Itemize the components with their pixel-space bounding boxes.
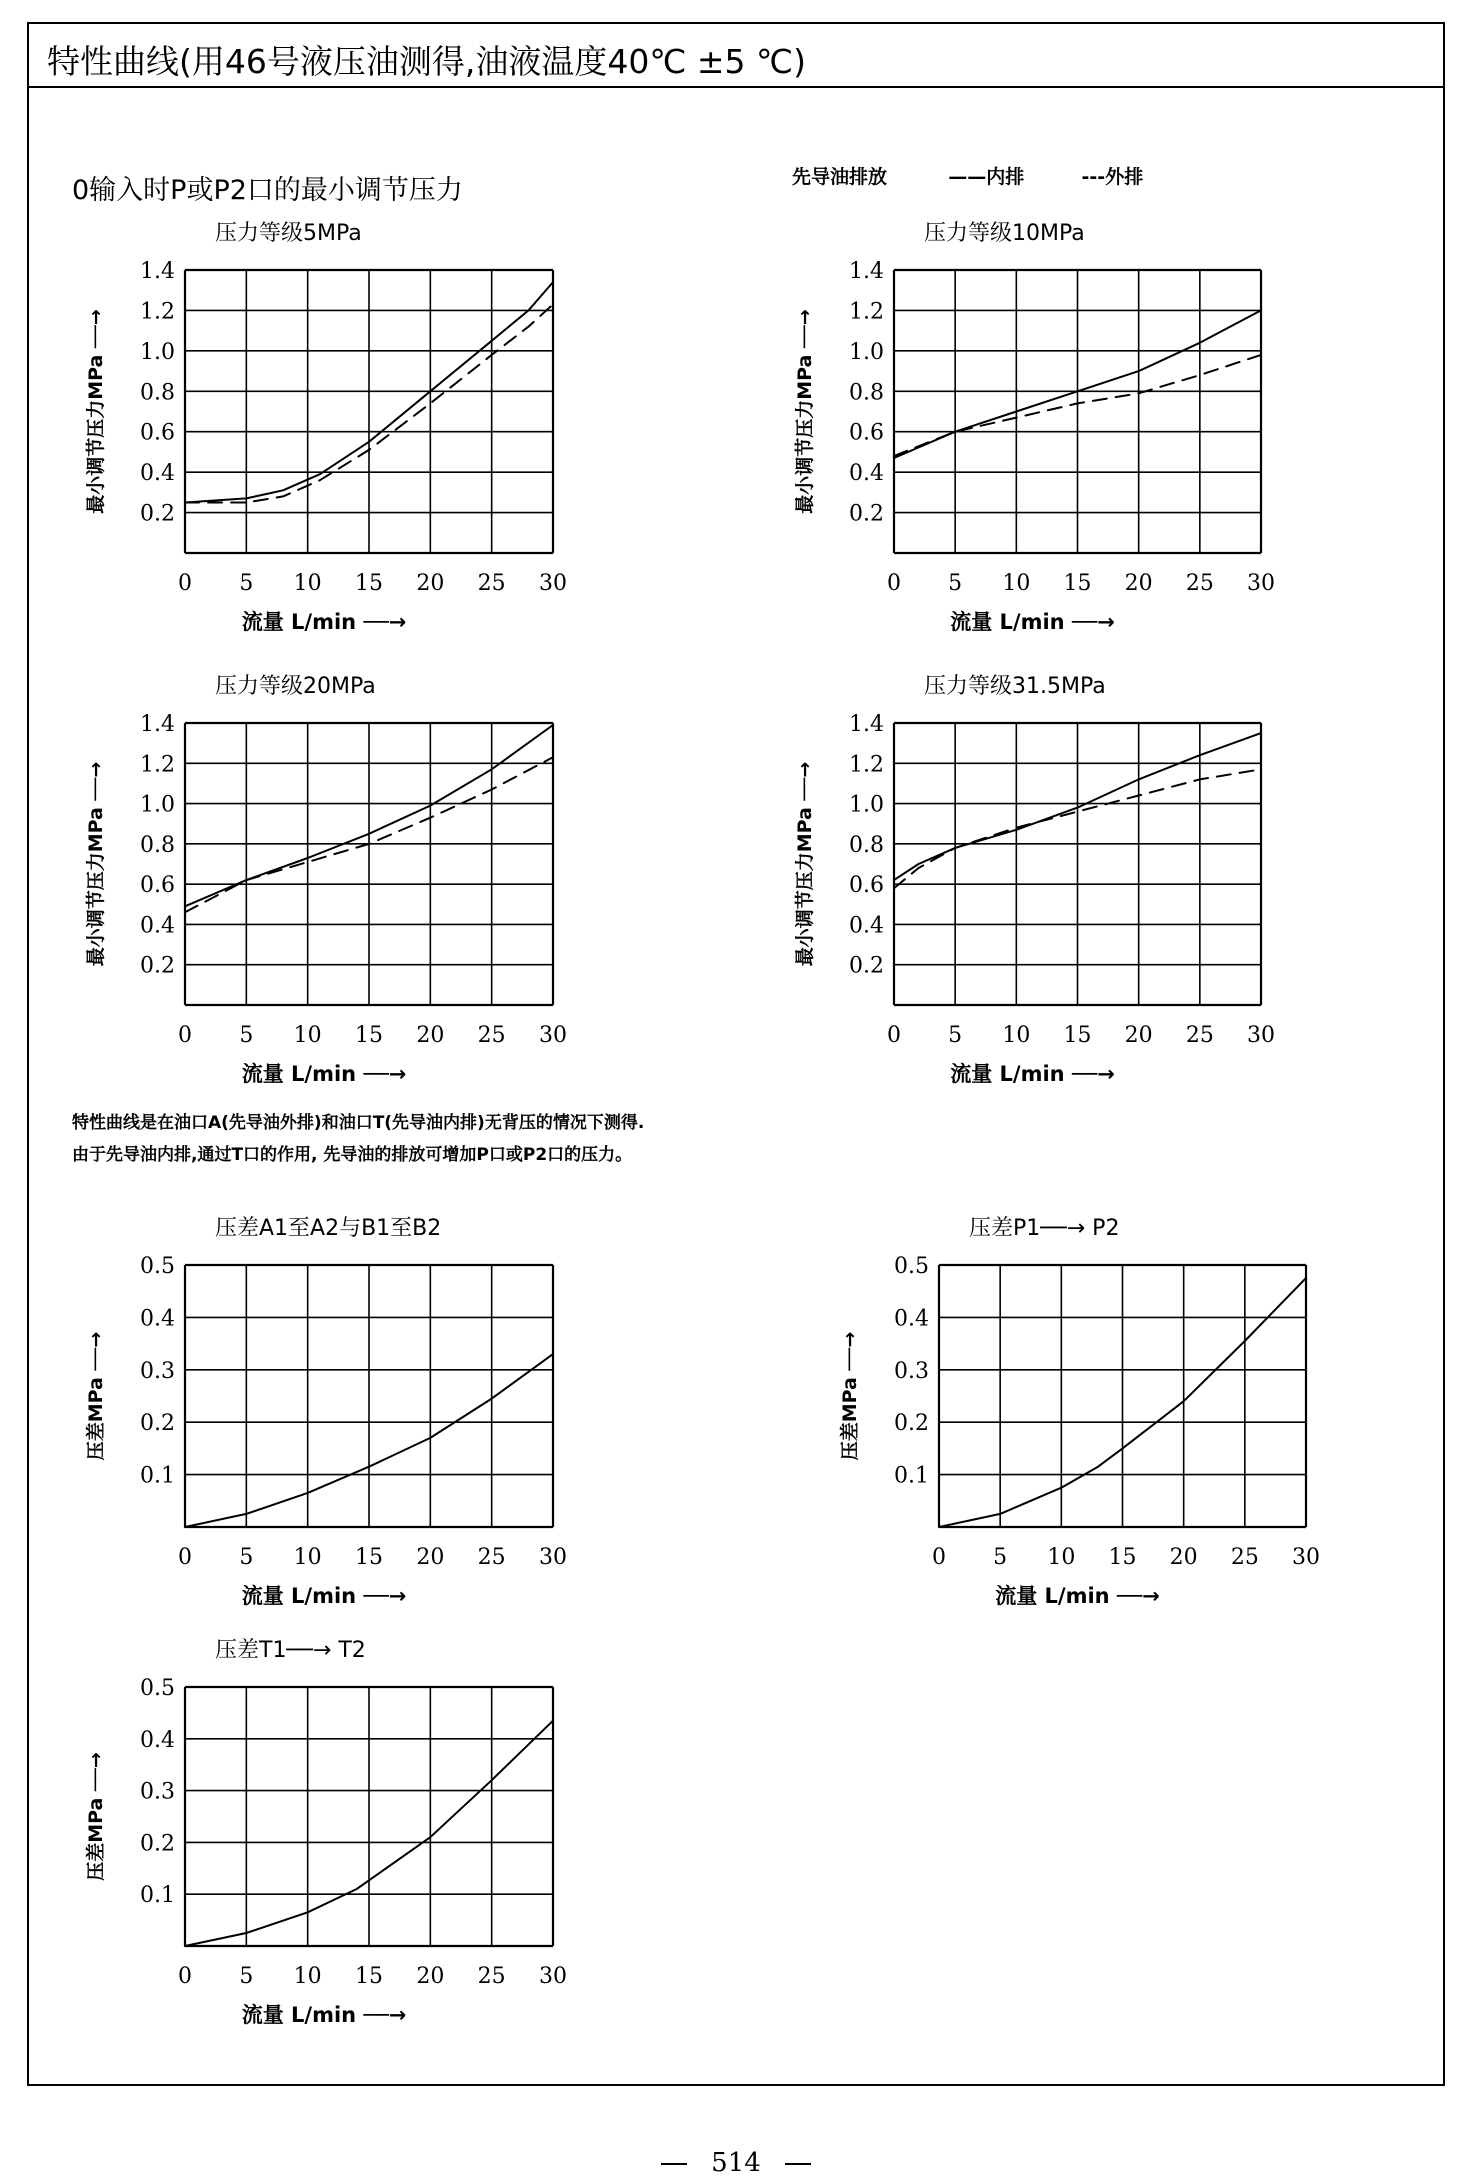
y-tick-label: 0.2 [849,501,884,527]
y-tick-label: 1.0 [849,792,884,818]
y-tick-label: 0.4 [140,1727,175,1753]
x-axis-label: 流量 L/min ──→ [950,610,1115,634]
y-tick-label: 0.2 [849,953,884,979]
y-tick-label: 0.1 [894,1463,929,1489]
x-tick-label: 20 [416,571,445,596]
x-axis-label: 流量 L/min ──→ [241,1062,407,1086]
x-tick-label: 0 [178,571,192,596]
y-tick-label: 0.5 [140,1254,175,1279]
y-axis-label: 最小调节压力MPa ──→ [85,761,107,967]
x-tick-label: 10 [293,571,322,596]
x-tick-label: 5 [239,1545,254,1570]
footer-dash-left [661,2163,687,2165]
x-tick-label: 30 [1247,1023,1275,1048]
x-axis-label: 流量 L/min ──→ [950,1062,1115,1086]
x-tick-label: 15 [355,1023,383,1048]
y-tick-label: 0.2 [140,501,175,527]
y-tick-label: 0.6 [140,873,175,899]
y-tick-label: 1.2 [140,752,175,778]
x-axis-label: 流量 L/min ──→ [241,1584,407,1608]
y-tick-label: 0.4 [849,461,884,487]
y-axis-label: 最小调节压力MPa ──→ [794,309,816,514]
y-tick-label: 0.4 [140,913,175,939]
y-tick-label: 1.4 [849,259,884,284]
y-tick-label: 1.0 [140,792,175,818]
y-tick-label: 0.2 [140,1411,175,1437]
footer-dash-right [785,2163,811,2165]
y-tick-label: 1.4 [140,259,175,284]
y-axis-label: 压差MPa ──→ [85,1752,107,1881]
x-tick-label: 15 [1063,571,1092,596]
y-tick-label: 0.8 [140,380,175,406]
x-tick-label: 30 [539,1545,567,1570]
x-tick-label: 10 [1002,1023,1031,1048]
x-tick-label: 20 [416,1964,445,1989]
y-tick-label: 1.2 [849,752,884,778]
y-tick-label: 0.4 [894,1306,929,1332]
y-tick-label: 1.0 [140,339,175,365]
x-tick-label: 20 [416,1545,445,1570]
x-tick-label: 25 [477,1023,506,1048]
chart-title: 压力等级20MPa [215,674,376,699]
x-tick-label: 30 [1292,1545,1320,1570]
x-tick-label: 5 [239,571,254,596]
x-axis-label: 流量 L/min ──→ [995,1584,1160,1608]
page-number: 514 [711,2148,761,2178]
x-tick-label: 5 [948,1023,963,1048]
y-tick-label: 0.6 [140,420,175,446]
chart-title: 压差T1──→ T2 [215,1638,366,1663]
x-tick-label: 5 [239,1023,254,1048]
x-tick-label: 10 [1047,1545,1076,1570]
chart-2 [793,221,1275,634]
x-tick-label: 0 [178,1964,192,1989]
x-axis-label: 流量 L/min ──→ [241,610,407,634]
y-axis-label: 压差MPa ──→ [85,1331,107,1461]
y-tick-label: 0.4 [140,461,175,487]
y-tick-label: 0.6 [849,420,884,446]
chart-6 [838,1216,1320,1608]
y-tick-label: 0.1 [140,1463,175,1489]
section-title: 0输入时P或P2口的最小调节压力 [72,175,463,206]
chart-1 [84,221,567,634]
chart-title: 压力等级10MPa [924,221,1085,246]
x-tick-label: 10 [1002,571,1031,596]
y-tick-label: 0.8 [849,832,884,858]
x-tick-label: 25 [1185,1023,1214,1048]
x-tick-label: 10 [293,1545,322,1570]
x-tick-label: 20 [1124,571,1153,596]
x-tick-label: 15 [355,1545,383,1570]
x-tick-label: 5 [993,1545,1008,1570]
x-tick-label: 25 [1185,571,1214,596]
y-tick-label: 0.4 [140,1306,175,1332]
x-tick-label: 20 [416,1023,445,1048]
x-tick-label: 0 [887,571,901,596]
x-axis-label: 流量 L/min ──→ [241,2003,407,2027]
chart-title: 压力等级31.5MPa [924,674,1106,699]
y-tick-label: 0.2 [140,953,175,979]
legend-solid-label: ——内排 [948,166,1025,188]
x-tick-label: 10 [293,1023,322,1048]
x-tick-label: 30 [539,1964,567,1989]
chart-title: 压力等级5MPa [215,221,362,246]
y-tick-label: 1.4 [140,712,175,737]
chart-4 [793,674,1275,1086]
x-tick-label: 5 [239,1964,254,1989]
legend-label: 先导油排放 [792,166,888,188]
x-tick-label: 15 [355,1964,383,1989]
x-tick-label: 20 [1169,1545,1198,1570]
x-tick-label: 15 [355,571,383,596]
y-tick-label: 0.3 [894,1358,929,1384]
x-tick-label: 0 [178,1545,192,1570]
chart-title: 压差A1至A2与B1至B2 [215,1216,442,1241]
page-footer [0,2148,1472,2178]
x-tick-label: 0 [932,1545,946,1570]
x-tick-label: 25 [477,1964,506,1989]
y-tick-label: 0.2 [894,1411,929,1437]
y-tick-label: 1.2 [140,299,175,325]
y-axis-label: 最小调节压力MPa ──→ [794,761,816,967]
note-line-2: 由于先导油内排,通过T口的作用, 先导油的排放可增加P口或P2口的压力。 [72,1145,633,1165]
x-tick-label: 30 [539,1023,567,1048]
page-title: 特性曲线(用46号液压油测得,油液温度40℃ ±5 ℃) [47,42,806,81]
y-tick-label: 0.5 [894,1254,929,1279]
chart-5 [84,1216,567,1608]
x-tick-label: 25 [477,571,506,596]
x-tick-label: 30 [1247,571,1275,596]
y-tick-label: 0.6 [849,873,884,899]
x-tick-label: 20 [1124,1023,1153,1048]
x-tick-label: 15 [1063,1023,1092,1048]
y-tick-label: 0.5 [140,1676,175,1701]
x-tick-label: 5 [948,571,963,596]
y-tick-label: 0.8 [849,380,884,406]
chart-title: 压差P1──→ P2 [969,1216,1120,1241]
chart-7 [84,1638,567,2027]
y-tick-label: 1.2 [849,299,884,325]
y-tick-label: 0.2 [140,1831,175,1857]
y-axis-label: 压差MPa ──→ [839,1331,861,1461]
x-tick-label: 25 [477,1545,506,1570]
y-tick-label: 1.0 [849,339,884,365]
x-tick-label: 0 [887,1023,901,1048]
legend-dashed-label: ---外排 [1081,166,1144,188]
chart-3 [84,674,567,1086]
y-tick-label: 1.4 [849,712,884,737]
x-tick-label: 15 [1108,1545,1137,1570]
y-tick-label: 0.1 [140,1883,175,1909]
note-line-1: 特性曲线是在油口A(先导油外排)和油口T(先导油内排)无背压的情况下测得. [72,1113,645,1133]
y-tick-label: 0.3 [140,1358,175,1384]
y-tick-label: 0.8 [140,832,175,858]
x-tick-label: 25 [1230,1545,1259,1570]
y-tick-label: 0.4 [849,913,884,939]
x-tick-label: 0 [178,1023,192,1048]
y-axis-label: 最小调节压力MPa ──→ [85,309,107,514]
y-tick-label: 0.3 [140,1779,175,1805]
x-tick-label: 10 [293,1964,322,1989]
x-tick-label: 30 [539,571,567,596]
